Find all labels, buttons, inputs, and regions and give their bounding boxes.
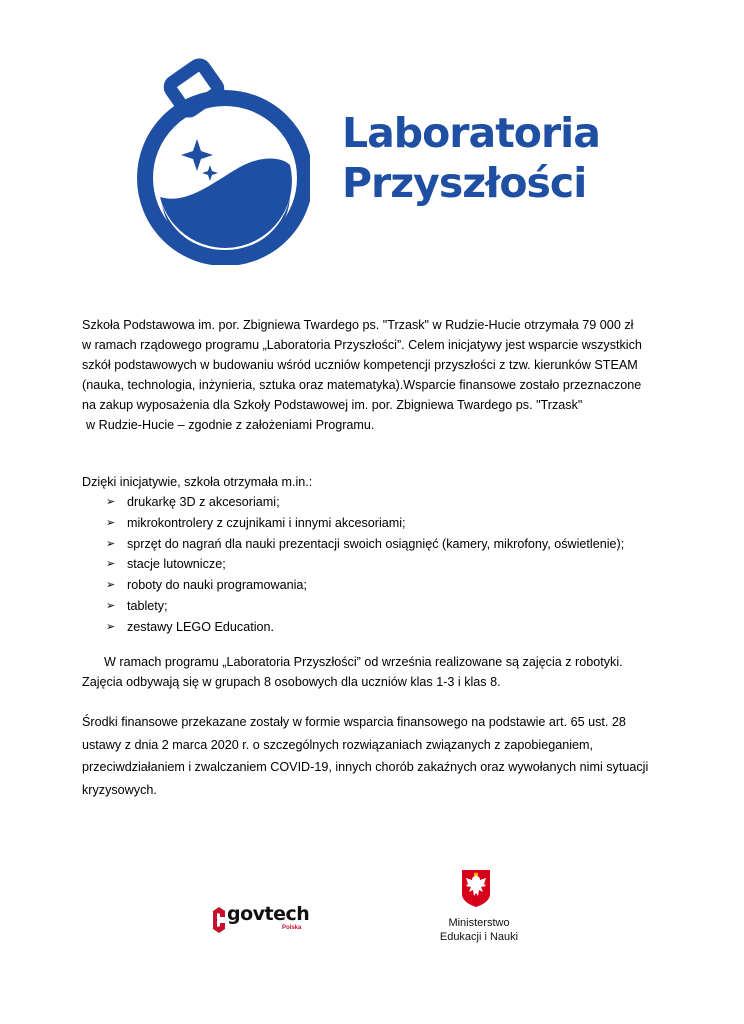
govtech-name: govtech: [227, 903, 310, 925]
arrowhead-bullet-icon: ➢: [106, 599, 116, 612]
arrowhead-bullet-icon: ➢: [106, 516, 116, 529]
logo-line-2: Przyszłości: [342, 159, 587, 207]
list-item-text: tablety;: [127, 598, 168, 613]
paragraph-line: (nauka, technologia, inżynieria, sztuka oraz matematyka).Wsparcie finansowe zostało przeznaczone: [82, 378, 642, 392]
list-item-text: stacje lutownicze;: [127, 557, 226, 572]
paragraph-line: Środki finansowe przekazane zostały w formie wsparcia finansowego na podstawie art. 65 ust. 28: [82, 715, 626, 729]
list-item-text: zestawy LEGO Education.: [127, 619, 274, 634]
polish-eagle-emblem-icon: [460, 868, 492, 908]
list-item-text: mikrokontrolery z czujnikami i innymi akcesoriami;: [127, 515, 406, 530]
list-item-text: roboty do nauki programowania;: [127, 578, 307, 593]
paragraph-line: W ramach programu „Laboratoria Przyszłości” od września realizowane są zajęcia z robotyki.: [104, 655, 623, 669]
govtech-subtitle: Polska: [282, 925, 302, 931]
list-item-text: drukarkę 3D z akcesoriami;: [127, 495, 280, 509]
ministry-line-2: Edukacji i Nauki: [439, 931, 519, 943]
paragraph-line: w Rudzie-Hucie – zgodnie z założeniami Programu.: [86, 418, 375, 432]
funding-paragraph: [82, 711, 672, 801]
list-intro: Dzięki inicjatywie, szkoła otrzymała m.in.:: [82, 475, 313, 489]
list-item: [106, 575, 686, 596]
list-item: [106, 617, 686, 638]
arrowhead-bullet-icon: ➢: [106, 558, 116, 571]
paragraph-line: przeciwdziałaniem i zwalczaniem COVID-19, innych chorób zakaźnych oraz wywołanych nimi sytuacji: [82, 760, 649, 774]
intro-paragraph: [82, 315, 672, 435]
list-item: [106, 596, 686, 617]
paragraph-line: kryzysowych.: [82, 782, 157, 797]
arrowhead-bullet-icon: ➢: [106, 620, 116, 633]
paragraph-line: w ramach rządowego programu „Laboratoria Przyszłości”. Celem inicjatywy jest wsparcie wszystkich: [82, 338, 642, 352]
ministry-name: [434, 916, 524, 944]
paragraph-line: ustawy z dnia 2 marca 2020 r. o szczególnych rozwiązaniach związanych z zapobieganiem,: [82, 737, 594, 752]
arrowhead-bullet-icon: ➢: [106, 496, 116, 508]
list-item: [106, 554, 686, 575]
ministry-line-1: Ministerstwo: [448, 917, 510, 929]
flask-logo-icon: [132, 55, 310, 265]
list-item-text: sprzęt do nagrań dla nauki prezentacji swoich osiągnięć (kamery, mikrofony, oświetlenie);: [127, 536, 625, 551]
program-logo-title: [342, 108, 600, 208]
arrowhead-bullet-icon: ➢: [106, 537, 116, 550]
list-item: [106, 513, 686, 534]
robotics-paragraph: [82, 652, 672, 692]
paragraph-line: Szkoła Podstawowa im. por. Zbigniewa Twardego ps. "Trzask" w Rudzie-Hucie otrzymała 79 000 zł: [82, 318, 634, 332]
logo-line-1: Laboratoria: [342, 109, 600, 157]
paragraph-line: Zajęcia odbywają się w grupach 8 osobowych dla uczniów klas 1-3 i klas 8.: [82, 675, 501, 689]
list-item: [106, 492, 686, 513]
paragraph-line: szkół podstawowych w budowaniu wśród uczniów kompetencji przyszłości z tzw. kierunków STEAM: [82, 358, 638, 372]
paragraph-line: na zakup wyposażenia dla Szkoły Podstawowej im. por. Zbigniewa Twardego ps. "Trzask": [82, 398, 583, 412]
equipment-list: [106, 492, 686, 638]
list-item: [106, 534, 686, 555]
arrowhead-bullet-icon: ➢: [106, 579, 116, 592]
